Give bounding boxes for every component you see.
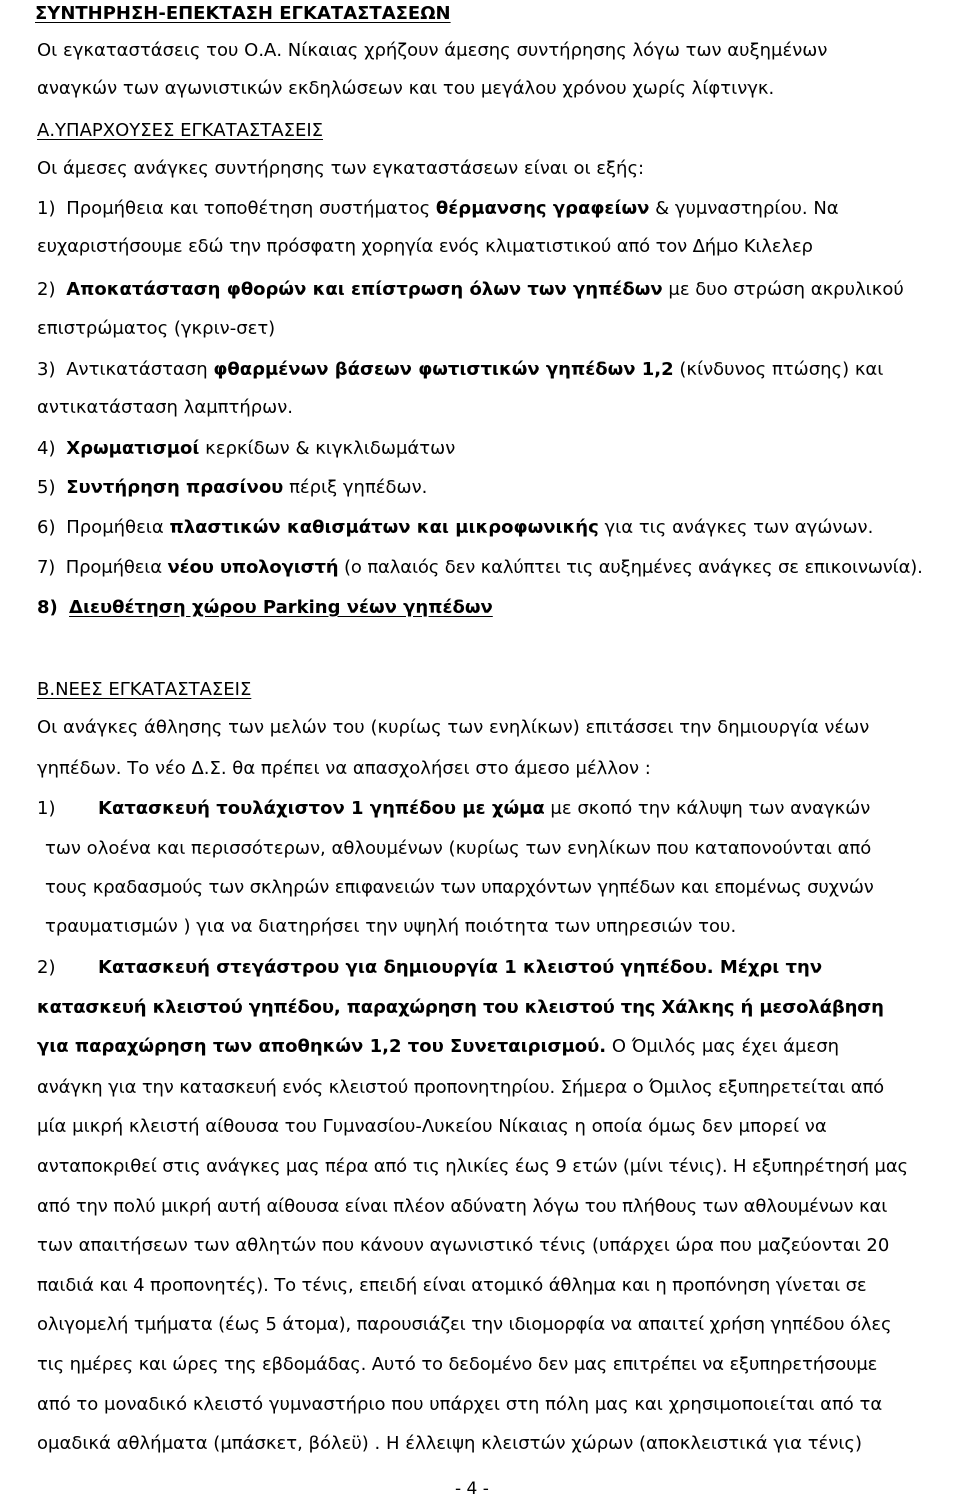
list-item: Κατασκευή στεγάστρου για δημιουργία 1 κλειστού γηπέδου. Μέχρι την xyxy=(98,957,823,978)
item-number: 8) xyxy=(37,597,58,618)
page-number: - 4 - xyxy=(455,1479,489,1499)
intro-line-2: αναγκών των αγωνιστικών εκδηλώσεων και του μεγάλου χρόνου χωρίς λίφτινγκ. xyxy=(37,78,775,99)
item-emphasis: θέρμανσης γραφείων xyxy=(435,198,650,219)
item-number: 7) xyxy=(37,557,56,578)
list-item-continuation: από το μοναδικό κλειστό γυμναστήριο που υπάρχει στη πόλη μας και χρησιμοποιείται από τα xyxy=(37,1394,883,1415)
list-item xyxy=(37,438,455,460)
item-emphasis: για παραχώρηση των αποθηκών 1,2 του Συνεταιρισμού. xyxy=(37,1036,607,1057)
item-emphasis: Συντήρηση πρασίνου xyxy=(66,477,284,498)
list-item xyxy=(37,477,427,499)
list-item-continuation: ανταποκριθεί στις ανάγκες μας πέρα από τις ηλικίες έως 9 ετών (μίνι τένις). Η εξυπηρέτησή μας xyxy=(37,1156,908,1177)
section-b-intro-1: Οι ανάγκες άθλησης των μελών του (κυρίως των ενηλίκων) επιτάσσει την δημιουργία νέων xyxy=(37,717,870,738)
list-item-continuation: των απαιτήσεων των αθλητών που κάνουν αγωνιστικό τένις (υπάρχει ώρα που μαζεύονται 20 xyxy=(37,1235,890,1256)
item-text: με σκοπό την κάλυψη των αναγκών xyxy=(544,798,871,819)
item-text: με δυο στρώση ακρυλικού xyxy=(662,279,904,300)
item-text: Προμήθεια xyxy=(65,557,168,578)
item-text: (ο παλαιός δεν καλύπτει τις αυξημένες ανάγκες σε επικοινωνία). xyxy=(338,557,923,578)
item-text: κερκίδων & κιγκλιδωμάτων xyxy=(199,438,456,459)
item-emphasis: Διευθέτηση χώρου Parking νέων γηπέδων xyxy=(69,597,493,618)
list-item-continuation: αντικατάσταση λαμπτήρων. xyxy=(37,397,293,418)
item-emphasis: Κατασκευή τουλάχιστον 1 γηπέδου με χώμα xyxy=(98,798,545,819)
list-item-continuation: μία μικρή κλειστή αίθουσα του Γυμνασίου-Λυκείου Νίκαιας η οποία όμως δεν μπορεί να xyxy=(37,1116,827,1137)
section-a-heading: Α.ΥΠΑΡΧΟΥΣΕΣ ΕΓΚΑΤΑΣΤΑΣΕΙΣ xyxy=(37,120,324,141)
item-number: 2) xyxy=(37,279,56,300)
page-title: ΣΥΝΤΗΡΗΣΗ-ΕΠΕΚΤΑΣΗ ΕΓΚΑΤΑΣΤΑΣΕΩΝ xyxy=(35,3,451,24)
section-b-heading: Β.ΝΕΕΣ ΕΓΚΑΤΑΣΤΑΣΕΙΣ xyxy=(37,679,252,700)
list-item-continuation: των ολοένα και περισσότερων, αθλουμένων (κυρίως των ενηλίκων που καταπονούνται από xyxy=(45,838,872,859)
list-item-continuation: παιδιά και 4 προπονητές). Το τένις, επειδή είναι ατομικό άθλημα και η προπόνηση γίνεται σε xyxy=(37,1275,867,1296)
list-item-continuation: τους κραδασμούς των σκληρών επιφανειών των υπαρχόντων γηπέδων και επομένως συχνών xyxy=(45,877,874,898)
item-emphasis: νέου υπολογιστή xyxy=(167,557,339,578)
list-item-number: 1) xyxy=(37,798,56,819)
list-item-number: 2) xyxy=(37,957,56,978)
list-item-continuation: ομαδικά αθλήματα (μπάσκετ, βόλεϋ) . Η έλλειψη κλειστών χώρων (αποκλειστικά για τένις) xyxy=(37,1433,863,1454)
list-item-continuation: ολιγομελή τμήματα (έως 5 άτομα), παρουσιάζει την ιδιομορφία να απαιτεί χρήση γηπέδου όλες xyxy=(37,1314,892,1335)
item-text: πέριξ γηπέδων. xyxy=(283,477,428,498)
item-text: & γυμναστηρίου. Να xyxy=(649,198,839,219)
item-number: 1) xyxy=(37,198,56,219)
list-item xyxy=(37,517,873,539)
item-text: Προμήθεια και τοποθέτηση συστήματος xyxy=(66,198,436,219)
item-number: 5) xyxy=(37,477,56,498)
list-item-continuation: ανάγκη για την κατασκευή ενός κλειστού προπονητηρίου. Σήμερα ο Όμιλος εξυπηρετείται από xyxy=(37,1077,885,1098)
item-text: Αντικατάσταση xyxy=(66,359,214,380)
list-item-continuation: ευχαριστήσουμε εδώ την πρόσφατη χορηγία ενός κλιματιστικού από τον Δήμο Κιλελερ xyxy=(37,236,813,257)
list-item-continuation: κατασκευή κλειστού γηπέδου, παραχώρηση του κλειστού της Χάλκης ή μεσολάβηση xyxy=(37,997,884,1018)
list-item-continuation: τις ημέρες και ώρες της εβδομάδας. Αυτό το δεδομένο δεν μας επιτρέπει να εξυπηρετήσουμε xyxy=(37,1354,878,1375)
list-item xyxy=(37,557,923,579)
item-emphasis: Χρωματισμοί xyxy=(66,438,200,459)
list-item xyxy=(37,279,904,301)
item-number: 6) xyxy=(37,517,56,538)
list-item-continuation: τραυματισμών ) για να διατηρήσει την υψηλή ποιότητα των υπηρεσιών του. xyxy=(45,916,737,937)
item-emphasis: πλαστικών καθισμάτων και μικροφωνικής xyxy=(169,517,599,538)
list-item-continuation xyxy=(37,1036,839,1058)
list-item-continuation: από την πολύ μικρή αυτή αίθουσα είναι πλέον αδύνατη λόγω του πλήθους των αθλουμένων και xyxy=(37,1196,888,1217)
item-text: (κίνδυνος πτώσης) και xyxy=(673,359,884,380)
list-item xyxy=(98,798,870,820)
list-item xyxy=(37,359,883,381)
item-emphasis: φθαρμένων βάσεων φωτιστικών γηπέδων 1,2 xyxy=(213,359,674,380)
item-emphasis: Αποκατάσταση φθορών και επίστρωση όλων των γηπέδων xyxy=(66,279,663,300)
list-item xyxy=(37,198,839,220)
intro-line-1: Οι εγκαταστάσεις του Ο.Α. Νίκαιας χρήζουν άμεσης συντήρησης λόγω των αυξημένων xyxy=(37,40,828,61)
section-b-intro-2: γηπέδων. Το νέο Δ.Σ. θα πρέπει να απασχολήσει στο άμεσο μέλλον : xyxy=(37,758,651,779)
section-a-intro: Οι άμεσες ανάγκες συντήρησης των εγκαταστάσεων είναι οι εξής: xyxy=(37,158,645,179)
list-item xyxy=(37,597,493,619)
list-item-continuation: επιστρώματος (γκριν-σετ) xyxy=(37,318,276,339)
item-text: Προμήθεια xyxy=(66,517,170,538)
item-text: για τις ανάγκες των αγώνων. xyxy=(598,517,874,538)
item-number: 4) xyxy=(37,438,56,459)
item-text: Ο Όμιλός μας έχει άμεση xyxy=(606,1036,840,1057)
item-number: 3) xyxy=(37,359,56,380)
